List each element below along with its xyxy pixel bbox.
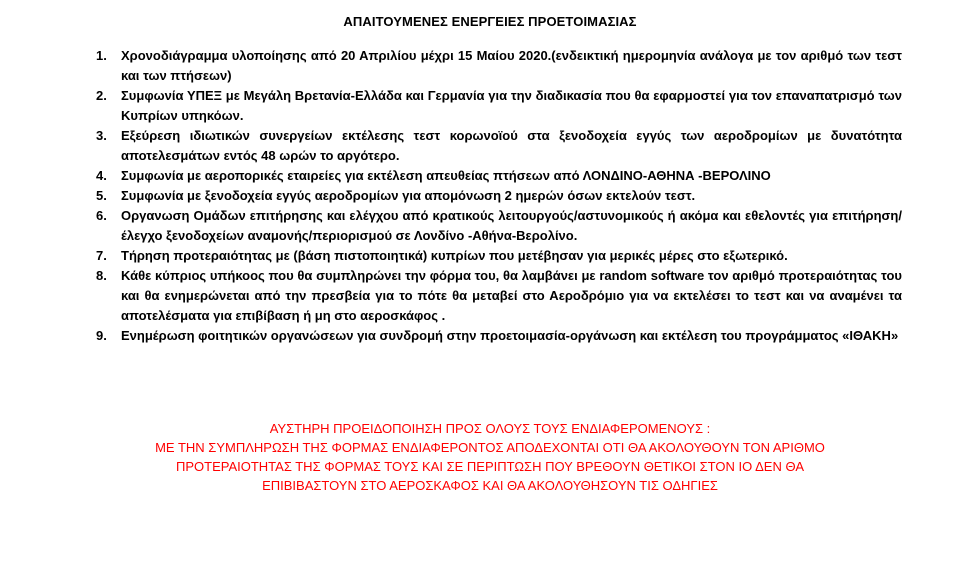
warning-line: ΜΕ ΤΗΝ ΣΥΜΠΛΗΡΩΣΗ ΤΗΣ ΦΟΡΜΑΣ ΕΝΔΙΑΦΕΡΟΝΤΟΣ ΑΠΟΔΕΧΟΝΤΑΙ ΟΤΙ ΘΑ ΑΚΟΛΟΥΘΟΥΝ ΤΟΝ ΑΡΙΘΜΟ: [155, 440, 825, 455]
item-number: 4.: [96, 168, 107, 183]
list-item: [96, 46, 902, 86]
item-number: 8.: [96, 268, 107, 283]
list-item: [96, 246, 902, 266]
item-text: Τήρηση προτεραιότητας με (βάση πιστοποιητικά) κυπρίων που μετέβησαν για μερικές μέρες στο εξωτερικό.: [121, 248, 788, 263]
action-list: [96, 46, 902, 346]
item-text: Οργανωση Ομάδων επιτήρησης και ελέγχου από κρατικούς λειτουργούς/αστυνομικούς ή ακόμα και εθελοντές για επιτήρηση/ έλεγχο ξενοδοχείων αναμονής/περιορισμού σε Λονδίνο -Αθήνα-Βερολίνο.: [121, 208, 902, 243]
item-number: 9.: [96, 328, 107, 343]
item-number: 5.: [96, 188, 107, 203]
list-item: [96, 126, 902, 166]
warning-line: ΠΡΟΤΕΡΑΙΟΤΗΤΑΣ ΤΗΣ ΦΟΡΜΑΣ ΤΟΥΣ ΚΑΙ ΣΕ ΠΕΡΙΠΤΩΣΗ ΠΟΥ ΒΡΕΘΟΥΝ ΘΕΤΙΚΟΙ ΣΤΟΝ ΙΟ ΔΕΝ ΘΑ: [175, 459, 805, 474]
warning-line: ΑΥΣΤΗΡΗ ΠΡΟΕΙΔΟΠΟΙΗΣΗ ΠΡΟΣ ΟΛΟΥΣ ΤΟΥΣ ΕΝΔΙΑΦΕΡΟΜΕΝΟΥΣ :: [269, 421, 711, 436]
list-item: [96, 266, 902, 326]
item-text: Κάθε κύπριος υπήκοος που θα συμπληρώνει την φόρμα του, θα λαμβάνει με random software τον αριθμό προτεραιότητας του και θα ενημερώνεται από την πρεσβεία για το πότε θα μεταβεί στο Αεροδρόμιο για να εκτελέσει το τεστ και να αναμένει τα αποτελέσματα για επιβίβαση ή μη στο αεροσκάφος .: [121, 268, 902, 323]
list-item: [96, 326, 902, 346]
list-item: [96, 206, 902, 246]
list-item: [96, 166, 902, 186]
warning-line: ΕΠΙΒΙΒΑΣΤΟΥΝ ΣΤΟ ΑΕΡΟΣΚΑΦΟΣ ΚΑΙ ΘΑ ΑΚΟΛΟΥΘΗΣΟΥΝ ΤΙΣ ΟΔΗΓΙΕΣ: [262, 478, 718, 493]
item-number: 1.: [96, 48, 107, 63]
list-item: [96, 86, 902, 126]
item-text: Ενημέρωση φοιτητικών οργανώσεων για συνδρομή στην προετοιμασία-οργάνωση και εκτέλεση του προγράμματος «ΙΘΑΚΗ»: [121, 328, 899, 343]
item-number: 6.: [96, 208, 107, 223]
item-text: Χρονοδιάγραμμα υλοποίησης από 20 Απριλίου μέχρι 15 Μαίου 2020.(ενδεικτική ημερομηνία ανάλογα με τον αριθμό των τεστ και των πτήσεων): [121, 48, 902, 83]
item-text: Συμφωνία με αεροπορικές εταιρείες για εκτέλεση απευθείας πτήσεων από ΛΟΝΔΙΝΟ-ΑΘΗΝΑ -ΒΕΡΟΛΙΝΟ: [121, 168, 771, 183]
item-text: Συμφωνία με ξενοδοχεία εγγύς αεροδρομίων για απομόνωση 2 ημερών όσων εκτελούν τεστ.: [121, 188, 696, 203]
item-text: Συμφωνία ΥΠΕΞ με Μεγάλη Βρετανία-Ελλάδα και Γερμανία για την διαδικασία που θα εφαρμοστεί για τον επαναπατρισμό των Κυπρίων υπηκόων.: [121, 88, 902, 123]
item-text: Εξεύρεση ιδιωτικών συνεργείων εκτέλεσης τεστ κορωνοϊού στα ξενοδοχεία εγγύς των αεροδρομίων με δυνατότητα αποτελεσμάτων εντός 48 ωρών το αργότερο.: [121, 128, 902, 163]
list-item: [96, 186, 902, 206]
item-number: 3.: [96, 128, 107, 143]
document-title: ΑΠΑΙΤΟΥΜΕΝΕΣ ΕΝΕΡΓΕΙΕΣ ΠΡΟΕΤΟΙΜΑΣΙΑΣ: [343, 14, 637, 29]
warning-notice: [100, 419, 880, 495]
item-number: 2.: [96, 88, 107, 103]
item-number: 7.: [96, 248, 107, 263]
